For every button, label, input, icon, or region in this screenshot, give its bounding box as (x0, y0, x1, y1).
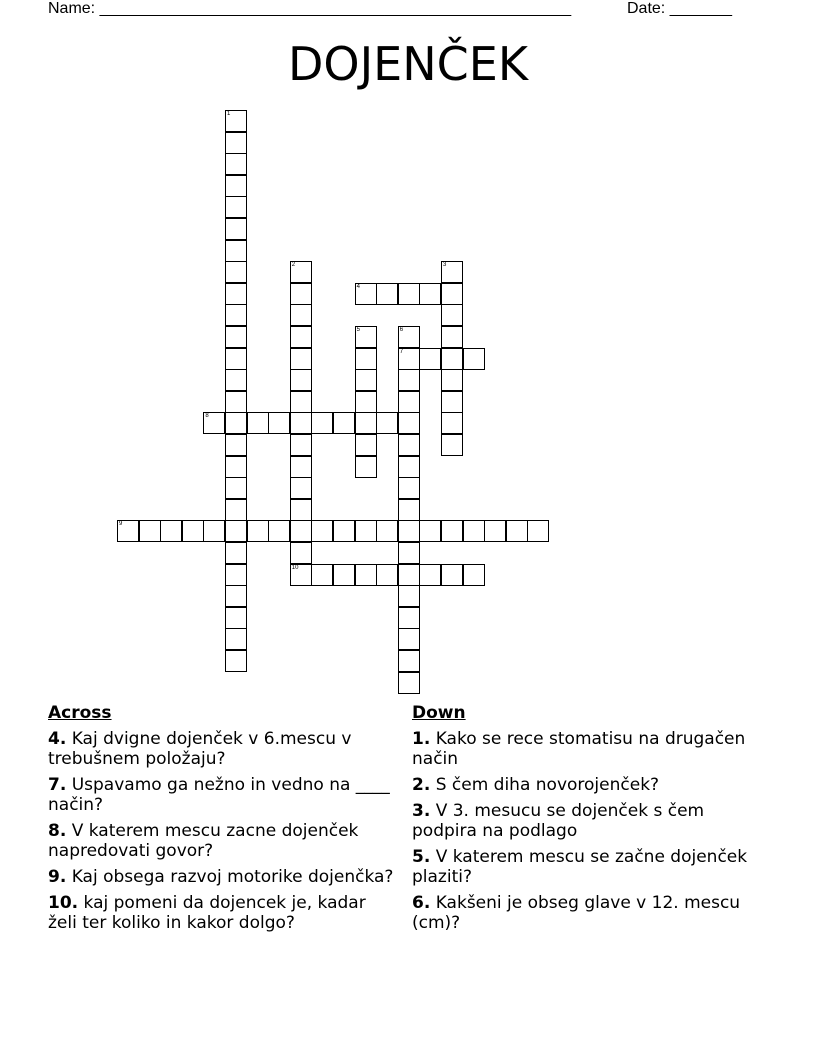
crossword-cell[interactable] (355, 283, 377, 305)
crossword-cell[interactable] (398, 650, 420, 672)
crossword-cell[interactable] (463, 348, 485, 370)
crossword-cell[interactable] (117, 520, 139, 542)
cell-number: 9 (119, 521, 123, 528)
crossword-cell[interactable] (527, 520, 549, 542)
crossword-cell[interactable] (225, 110, 247, 132)
crossword-cell[interactable] (247, 412, 269, 434)
crossword-cell[interactable] (355, 348, 377, 370)
crossword-cell[interactable] (398, 391, 420, 413)
crossword-cell[interactable] (290, 261, 312, 283)
crossword-cell[interactable] (225, 607, 247, 629)
crossword-cell[interactable] (225, 585, 247, 607)
crossword-cell[interactable] (225, 218, 247, 240)
crossword-cell[interactable] (290, 456, 312, 478)
across-clue: 9. Kaj obsega razvoj motorike dojenčka? (48, 867, 394, 887)
crossword-cell[interactable] (225, 283, 247, 305)
crossword-cell[interactable] (203, 520, 225, 542)
crossword-cell[interactable] (355, 391, 377, 413)
crossword-cell[interactable] (225, 132, 247, 154)
crossword-cell[interactable] (355, 369, 377, 391)
cell-number: 10 (291, 564, 299, 571)
crossword-cell[interactable] (441, 564, 463, 586)
crossword-cell[interactable] (290, 564, 312, 586)
crossword-cell[interactable] (355, 326, 377, 348)
across-heading: Across (48, 703, 112, 723)
page-title: DOJENČEK (287, 37, 529, 91)
crossword-cell[interactable] (398, 283, 420, 305)
crossword-cell[interactable] (225, 456, 247, 478)
crossword-cell[interactable] (290, 520, 312, 542)
crossword-cell[interactable] (225, 175, 247, 197)
cell-number: 5 (356, 327, 360, 333)
crossword-cell[interactable] (290, 304, 312, 326)
down-clue: 2. S čem diha novorojenček? (412, 775, 660, 795)
crossword-cell[interactable] (398, 348, 420, 370)
crossword-cell[interactable] (290, 434, 312, 456)
across-clues (48, 703, 398, 939)
crossword-cell[interactable] (311, 564, 333, 586)
crossword-cell[interactable] (225, 412, 247, 434)
crossword-cell[interactable] (225, 348, 247, 370)
crossword-cell[interactable] (160, 520, 182, 542)
crossword-cell[interactable] (225, 326, 247, 348)
crossword-cell[interactable] (398, 434, 420, 456)
crossword-cell[interactable] (398, 564, 420, 586)
crossword-cell[interactable] (398, 456, 420, 478)
crossword-cell[interactable] (398, 520, 420, 542)
down-heading: Down (412, 703, 466, 723)
crossword-cell[interactable] (203, 412, 225, 434)
crossword-cell[interactable] (225, 434, 247, 456)
crossword-cell[interactable] (398, 412, 420, 434)
crossword-cell[interactable] (463, 564, 485, 586)
crossword-cell[interactable] (225, 240, 247, 262)
crossword-cell[interactable] (225, 196, 247, 218)
crossword-cell[interactable] (268, 412, 290, 434)
crossword-cell[interactable] (463, 520, 485, 542)
crossword-cell[interactable] (311, 412, 333, 434)
cell-number: 3 (443, 262, 447, 269)
crossword-cell[interactable] (139, 520, 161, 542)
across-clue: 10. kaj pomeni da dojencek je, kadar želi ter koliko in kakor dolgo? (48, 893, 366, 933)
crossword-cell[interactable] (225, 499, 247, 521)
crossword-cell[interactable] (441, 412, 463, 434)
crossword-cell[interactable] (398, 542, 420, 564)
cell-number: 7 (399, 348, 404, 355)
crossword-cell[interactable] (355, 412, 377, 434)
crossword-cell[interactable] (441, 348, 463, 370)
crossword-cell[interactable] (398, 672, 420, 694)
crossword-cell[interactable] (182, 520, 204, 542)
crossword-cell[interactable] (376, 412, 398, 434)
crossword-cell[interactable] (441, 391, 463, 413)
cell-number: 2 (291, 262, 296, 269)
crossword-cell[interactable] (398, 628, 420, 650)
crossword-cell[interactable] (333, 520, 355, 542)
down-clue: 5. V katerem mescu se začne dojenček plaziti? (412, 847, 748, 887)
crossword-cell[interactable] (225, 304, 247, 326)
crossword-cell[interactable] (290, 348, 312, 370)
crossword-cell[interactable] (441, 261, 463, 283)
crossword-cell[interactable] (333, 412, 355, 434)
crossword-cell[interactable] (398, 585, 420, 607)
across-clue: 4. Kaj dvigne dojenček v 6.mescu v trebušnem položaju? (48, 729, 352, 769)
crossword-cell[interactable] (419, 348, 441, 370)
crossword-cell[interactable] (290, 369, 312, 391)
crossword-cell[interactable] (290, 542, 312, 564)
crossword-cell[interactable] (225, 650, 247, 672)
crossword-cell[interactable] (225, 153, 247, 175)
crossword-cell[interactable] (290, 412, 312, 434)
crossword-cell[interactable] (290, 499, 312, 521)
crossword-cell[interactable] (441, 283, 463, 305)
crossword-cell[interactable] (398, 477, 420, 499)
crossword-cell[interactable] (419, 283, 441, 305)
crossword-cell[interactable] (333, 564, 355, 586)
crossword-cell[interactable] (355, 456, 377, 478)
across-clue: 8. V katerem mescu zacne dojenček napredovati govor? (48, 821, 359, 861)
crossword-cell[interactable] (225, 628, 247, 650)
crossword-cell[interactable] (290, 283, 312, 305)
cell-number: 6 (399, 327, 404, 333)
crossword-cell[interactable] (268, 520, 290, 542)
crossword-cell[interactable] (290, 477, 312, 499)
cell-number: 1 (227, 111, 231, 117)
down-clue: 3. V 3. mesucu se dojenček s čem podpira na podlago (412, 801, 705, 841)
crossword-cell[interactable] (225, 564, 247, 586)
name-field-label: Name: _____________________________________________________ (48, 0, 572, 17)
crossword-cell[interactable] (311, 520, 333, 542)
crossword-cell[interactable] (225, 391, 247, 413)
crossword-cell[interactable] (441, 304, 463, 326)
crossword-cell[interactable] (247, 520, 269, 542)
down-clue: 1. Kako se rece stomatisu na drugačen način (412, 729, 746, 769)
crossword-cell[interactable] (441, 520, 463, 542)
crossword-cell[interactable] (441, 434, 463, 456)
down-clue: 6. Kakšeni je obseg glave v 12. mescu (cm)? (412, 893, 741, 933)
crossword-cell[interactable] (290, 326, 312, 348)
crossword-cell[interactable] (398, 369, 420, 391)
crossword-cell[interactable] (376, 520, 398, 542)
crossword-cell[interactable] (441, 326, 463, 348)
crossword-cell[interactable] (398, 499, 420, 521)
crossword-cell[interactable] (441, 369, 463, 391)
crossword-cell[interactable] (398, 607, 420, 629)
crossword-cell[interactable] (355, 564, 377, 586)
crossword-cell[interactable] (225, 477, 247, 499)
crossword-cell[interactable] (376, 283, 398, 305)
down-clues (412, 703, 762, 939)
date-field-label: Date: _______ (627, 0, 732, 17)
crossword-cell[interactable] (419, 564, 441, 586)
cell-number: 4 (356, 283, 360, 290)
crossword-cell[interactable] (225, 261, 247, 283)
crossword-cell[interactable] (355, 434, 377, 456)
crossword-cell[interactable] (225, 542, 247, 564)
crossword-cell[interactable] (398, 326, 420, 348)
crossword-cell[interactable] (376, 564, 398, 586)
crossword-cell[interactable] (506, 520, 528, 542)
crossword-cell[interactable] (484, 520, 506, 542)
cell-number: 8 (205, 413, 209, 420)
crossword-cell[interactable] (290, 391, 312, 413)
across-clue: 7. Uspavamo ga nežno in vedno na ____ način? (48, 775, 390, 815)
crossword-cell[interactable] (225, 369, 247, 391)
crossword-cell[interactable] (355, 520, 377, 542)
crossword-cell[interactable] (419, 520, 441, 542)
crossword-cell[interactable] (225, 520, 247, 542)
